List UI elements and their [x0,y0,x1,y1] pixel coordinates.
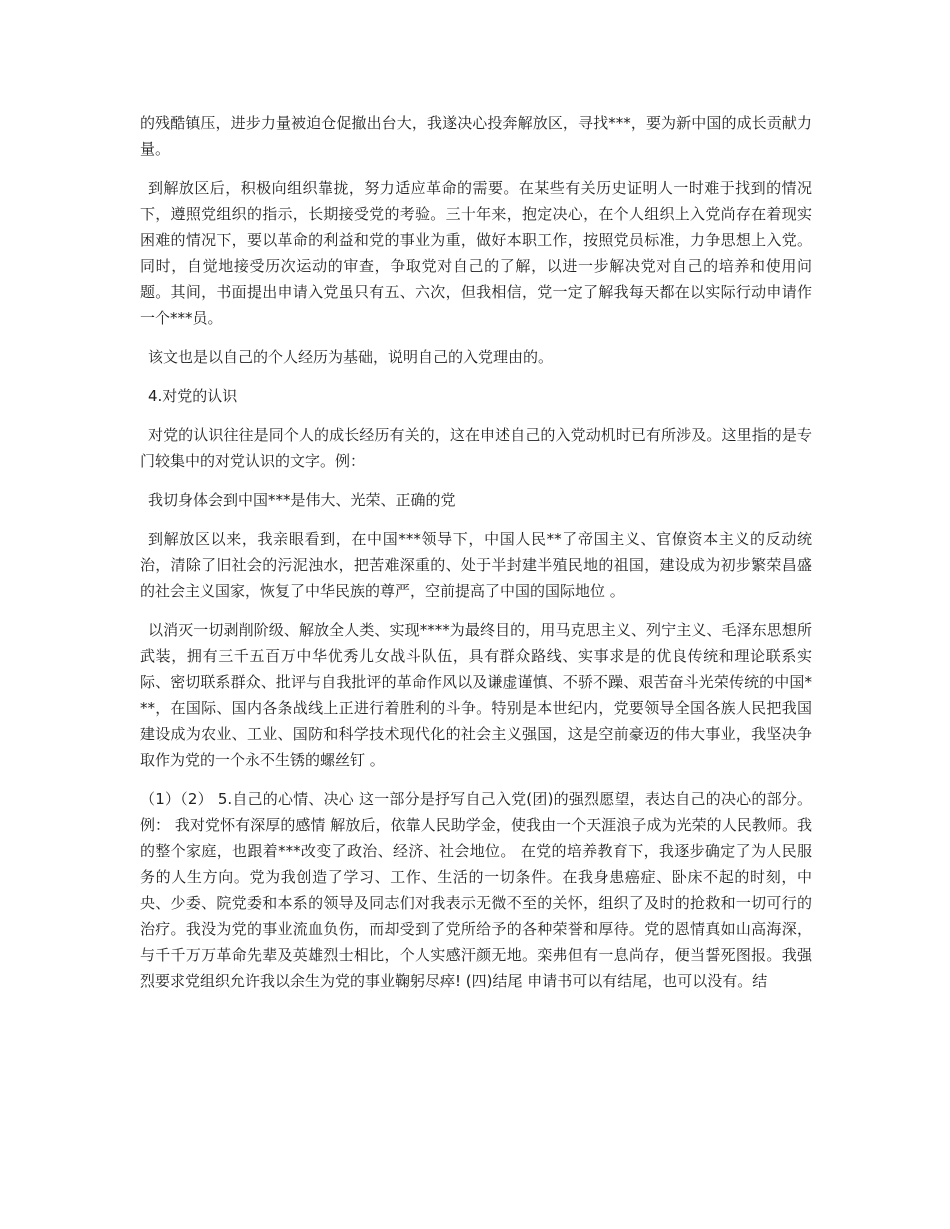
paragraph-9: （1）（2） 5.自己的心情、决心 这一部分是抒写自己入党(团)的强烈愿望，表达自己的决心的部分。例： 我对党怀有深厚的感情 解放后，依靠人民助学金，使我由一个天涯浪子成为光荣的人民教师。我的整个家庭，也跟着***改变了政治、经济、社会地位。 在党的培养教育下，我逐步确定了为人民服务的人生方向。党为我创造了学习、工作、生活的一切条件。在我身患癌症、卧床不起的时刻，中央、少委、院党委和本系的领导及同志们对我表示无微不至的关怀，组织了及时的抢救和一切可行的治疗。我没为党的事业流血负伤，而却受到了党所给予的各种荣誉和厚待。党的恩情真如山高海深，与千千万万革命先辈及英雄烈士相比，个人实感汗颜无地。栾弗但有一息尚存，便当誓死图报。我强烈要求党组织允许我以余生为党的事业鞠躬尽瘁! (四)结尾 申请书可以有结尾，也可以没有。结 [140,790,812,990]
paragraph-8: 以消灭一切剥削阶级、解放全人类、实现****为最终目的，用马克思主义、列宁主义、毛泽东思想所武装，拥有三千五百万中华优秀儿女战斗队伍，具有群众路线、实事求是的优良传统和理论联系实际、密切联系群众、批评与自我批评的革命作风以及谦虚谨慎、不骄不躁、艰苦奋斗光荣传统的中国***，在国际、国内各条战线上正进行着胜利的斗争。特别是本世纪内，党要领导全国各族人民把我国建设成为农业、工业、国防和科学技术现代化的社会主义强国，这是空前豪迈的伟大事业，我坚决争取作为党的一个永不生锈的螺丝钉 。 [140,621,812,769]
paragraph-2: 到解放区后，积极向组织靠拢，努力适应革命的需要。在某些有关历史证明人一时难于找到的情况下，遵照党组织的指示，长期接受党的考验。三十年来，抱定决心，在个人组织上入党尚存在着现实困难的情况下，要以革命的利益和党的事业为重，做好本职工作，按照党员标准，力争思想上入党。同时，自觉地接受历次运动的审查，争取党对自己的了解，以进一步解决党对自己的培养和使用问题。其间，书面提出申请入党虽只有五、六次，但我相信，党一定了解我每天都在以实际行动申请作一个***员。 [140,179,812,327]
paragraph-5: 对党的认识往往是同个人的成长经历有关的，这在申述自己的入党动机时已有所涉及。这里指的是专门较集中的对党认识的文字。例： [140,426,812,470]
paragraph-3: 该文也是以自己的个人经历为基础，说明自己的入党理由的。 [148,348,554,366]
document-page [140,110,812,1007]
paragraph-7: 到解放区以来，我亲眼看到，在中国***领导下，中国人民**了帝国主义、官僚资本主义的反动统治，清除了旧社会的污泥浊水，把苦难深重的、处于半封建半殖民地的祖国，建设成为初步繁荣昌盛的社会主义国家，恢复了中华民族的尊严，空前提高了中国的国际地位 。 [140,530,812,600]
example-heading: 我切身体会到中国***是伟大、光荣、正确的党 [148,491,456,509]
paragraph-1: 的残酷镇压，进步力量被迫仓促撤出台大，我遂决心投奔解放区，寻找***，要为新中国的成长贡献力量。 [140,114,812,158]
section-heading-4: 4.对党的认识 [148,387,238,405]
